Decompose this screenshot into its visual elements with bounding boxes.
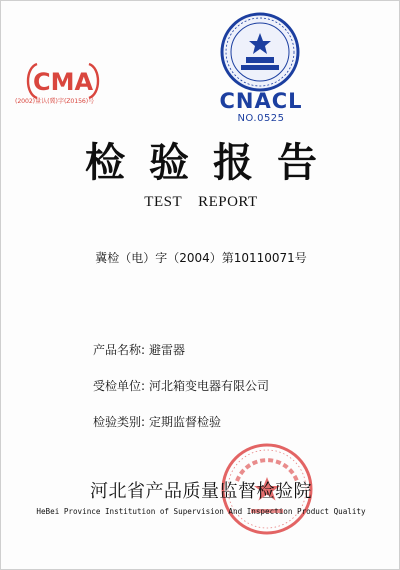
cma-logo-text: CMA bbox=[32, 68, 94, 96]
cnacl-seal-icon bbox=[219, 11, 301, 93]
field-value: 河北箱变电器有限公司 bbox=[149, 379, 270, 393]
field-value: 避雷器 bbox=[149, 343, 186, 357]
field-label: 受检单位: bbox=[93, 379, 146, 393]
field-label: 检验类别: bbox=[93, 415, 146, 429]
cnacl-number: NO.0525 bbox=[237, 113, 285, 124]
cma-caption: (2002)量认(冀)字(Z0156)号 bbox=[15, 98, 95, 105]
report-title-cn: 检验报告 bbox=[85, 140, 341, 186]
institute-name-en: HeBei Province Institution of Supervision And Inspection Product Quality bbox=[36, 507, 366, 516]
institute-name-cn: 河北省产品质量监督检验院 bbox=[90, 481, 312, 502]
report-title-en: TEST REPORT bbox=[144, 194, 258, 210]
field-value: 定期监督检验 bbox=[149, 415, 222, 429]
cnacl-text: CNACL bbox=[219, 89, 303, 113]
field-inspection-type bbox=[93, 413, 221, 430]
field-label: 产品名称: bbox=[93, 343, 146, 357]
field-inspected-unit bbox=[93, 377, 269, 394]
report-number: 冀检（电）字（2004）第10110071号 bbox=[95, 251, 307, 265]
field-product-name bbox=[93, 341, 185, 358]
